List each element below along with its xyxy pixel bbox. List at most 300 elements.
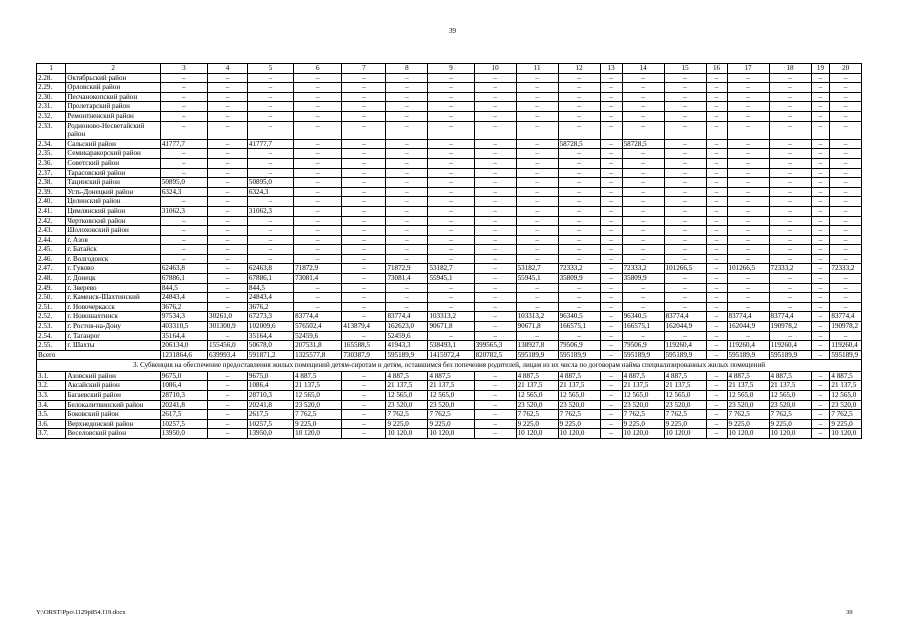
value-cell: 96340,5 (622, 312, 664, 322)
value-cell: – (294, 206, 342, 216)
value-cell: – (664, 302, 706, 312)
value-cell: – (208, 226, 248, 236)
value-cell: – (386, 206, 428, 216)
value-cell: – (706, 322, 727, 332)
table-body-section-2 (37, 73, 862, 360)
value-cell: – (769, 168, 811, 178)
value-cell: – (727, 102, 769, 112)
row-number: 3.6. (37, 419, 66, 429)
value-cell: – (811, 226, 830, 236)
value-cell: – (830, 293, 862, 303)
value-cell: 4 887,5 (622, 371, 664, 381)
table-row (37, 371, 862, 381)
value-cell: – (474, 302, 516, 312)
value-cell: – (474, 283, 516, 293)
value-cell: – (208, 381, 248, 391)
value-cell: – (727, 111, 769, 121)
value-cell: – (342, 381, 386, 391)
value-cell: – (830, 102, 862, 112)
district-name: Родионово-Несветайский район (66, 121, 160, 139)
value-cell: – (474, 149, 516, 159)
value-cell: – (558, 245, 600, 255)
value-cell: 50678,0 (247, 341, 293, 351)
value-cell: – (516, 121, 558, 139)
value-cell: 55945,1 (428, 274, 474, 284)
district-name: Песчанокопский район (66, 92, 160, 102)
value-cell: – (428, 168, 474, 178)
value-cell: – (706, 371, 727, 381)
value-cell: – (342, 168, 386, 178)
value-cell: – (664, 216, 706, 226)
value-cell: – (706, 121, 727, 139)
value-cell: – (428, 197, 474, 207)
value-cell: – (727, 245, 769, 255)
value-cell: – (600, 400, 622, 410)
value-cell: 96340,5 (558, 312, 600, 322)
value-cell: 83774,4 (294, 312, 342, 322)
value-cell: – (706, 254, 727, 264)
row-number: 3.5. (37, 410, 66, 420)
value-cell: 13950,0 (160, 429, 207, 439)
value-cell: – (208, 158, 248, 168)
value-cell: 21 137,5 (516, 381, 558, 391)
value-cell: 4 887,5 (727, 371, 769, 381)
value-cell: 9 225,0 (428, 419, 474, 429)
value-cell: – (428, 73, 474, 83)
row-number: 2.54. (37, 331, 66, 341)
value-cell: – (474, 216, 516, 226)
value-cell: – (830, 235, 862, 245)
value-cell: – (727, 226, 769, 236)
value-cell: – (208, 83, 248, 93)
table-row (37, 350, 862, 360)
value-cell: 52459,6 (386, 331, 428, 341)
value-cell: 12 565,0 (294, 391, 342, 401)
value-cell: – (600, 226, 622, 236)
row-number: 2.33. (37, 121, 66, 139)
value-cell: – (160, 73, 207, 83)
value-cell: 58728,5 (558, 139, 600, 149)
value-cell: – (294, 149, 342, 159)
value-cell: – (622, 293, 664, 303)
value-cell: – (664, 254, 706, 264)
value-cell: 101266,5 (664, 264, 706, 274)
value-cell: – (622, 235, 664, 245)
value-cell: 155456,0 (208, 341, 248, 351)
value-cell: – (516, 331, 558, 341)
value-cell: – (811, 322, 830, 332)
value-cell: – (208, 92, 248, 102)
row-number: 3.3. (37, 391, 66, 401)
column-number-header: 17 (727, 64, 769, 74)
table-row (37, 391, 862, 401)
district-name: Тацинский район (66, 178, 160, 188)
value-cell: – (706, 274, 727, 284)
value-cell: – (342, 274, 386, 284)
value-cell: 165588,5 (342, 341, 386, 351)
column-number-header: 20 (830, 64, 862, 74)
value-cell: – (830, 254, 862, 264)
value-cell: 23 520,0 (727, 400, 769, 410)
value-cell: – (474, 111, 516, 121)
value-cell: – (706, 139, 727, 149)
value-cell: – (386, 121, 428, 139)
value-cell: – (600, 419, 622, 429)
value-cell: – (769, 302, 811, 312)
value-cell: – (769, 178, 811, 188)
value-cell: 41777,7 (247, 139, 293, 149)
value-cell: – (474, 139, 516, 149)
value-cell: 12 565,0 (386, 391, 428, 401)
value-cell: – (342, 283, 386, 293)
value-cell: – (428, 92, 474, 102)
value-cell: – (294, 139, 342, 149)
value-cell: 21 137,5 (294, 381, 342, 391)
value-cell: – (474, 235, 516, 245)
value-cell: 9 225,0 (622, 419, 664, 429)
value-cell: – (600, 178, 622, 188)
row-number: 3.2. (37, 381, 66, 391)
value-cell: 4 887,5 (558, 371, 600, 381)
value-cell: – (600, 235, 622, 245)
district-name: г. Каменск-Шахтинский (66, 293, 160, 303)
value-cell: – (558, 206, 600, 216)
value-cell: 7 762,5 (428, 410, 474, 420)
value-cell: – (769, 226, 811, 236)
value-cell: – (600, 187, 622, 197)
value-cell: – (811, 400, 830, 410)
value-cell: – (769, 331, 811, 341)
value-cell: – (558, 158, 600, 168)
footer-file-path: Y:\ORST\Ppo\1129p854.f19.docx (36, 609, 126, 616)
value-cell: – (600, 341, 622, 351)
value-cell: – (208, 419, 248, 429)
value-cell: 844,5 (160, 283, 207, 293)
value-cell: – (600, 264, 622, 274)
value-cell: – (160, 226, 207, 236)
row-number: 2.31. (37, 102, 66, 112)
value-cell: – (516, 178, 558, 188)
value-cell: 7 762,5 (294, 410, 342, 420)
value-cell: – (160, 149, 207, 159)
value-cell: – (558, 293, 600, 303)
column-number-header: 12 (558, 64, 600, 74)
value-cell: – (830, 226, 862, 236)
value-cell: 21 137,5 (727, 381, 769, 391)
value-cell: – (342, 102, 386, 112)
value-cell: 41943,3 (386, 341, 428, 351)
value-cell: 12 565,0 (516, 391, 558, 401)
value-cell: – (664, 235, 706, 245)
value-cell: 162044,9 (664, 322, 706, 332)
value-cell: – (706, 410, 727, 420)
value-cell: – (558, 149, 600, 159)
value-cell: – (474, 331, 516, 341)
value-cell: – (706, 149, 727, 159)
value-cell: – (342, 419, 386, 429)
value-cell: 9 225,0 (769, 419, 811, 429)
value-cell: – (811, 111, 830, 121)
table-row (37, 331, 862, 341)
value-cell: – (342, 264, 386, 274)
value-cell: – (208, 102, 248, 112)
value-cell: – (516, 187, 558, 197)
value-cell: – (160, 83, 207, 93)
column-number-header: 5 (247, 64, 293, 74)
value-cell: – (706, 419, 727, 429)
value-cell: – (342, 312, 386, 322)
value-cell: – (622, 302, 664, 312)
value-cell: 119260,4 (830, 341, 862, 351)
column-number-header: 10 (474, 64, 516, 74)
value-cell: 24843,4 (247, 293, 293, 303)
total-label: Всего (37, 350, 161, 360)
table-row (37, 419, 862, 429)
value-cell: – (600, 206, 622, 216)
value-cell: – (428, 331, 474, 341)
table-row (37, 400, 862, 410)
value-cell: – (386, 254, 428, 264)
value-cell: – (811, 410, 830, 420)
value-cell: 7 762,5 (727, 410, 769, 420)
column-number-header: 11 (516, 64, 558, 74)
value-cell: – (811, 254, 830, 264)
value-cell: – (208, 111, 248, 121)
value-cell: 10 120,0 (622, 429, 664, 439)
value-cell: – (474, 206, 516, 216)
value-cell: – (830, 168, 862, 178)
value-cell: 7 762,5 (664, 410, 706, 420)
value-cell: – (208, 264, 248, 274)
value-cell: – (664, 168, 706, 178)
value-cell: – (342, 226, 386, 236)
value-cell: 1231864,6 (160, 350, 207, 360)
value-cell: 190978,2 (769, 322, 811, 332)
value-cell: 35164,4 (160, 331, 207, 341)
value-cell: – (208, 293, 248, 303)
district-name: Пролетарский район (66, 102, 160, 112)
value-cell: – (342, 206, 386, 216)
value-cell: – (830, 274, 862, 284)
value-cell: – (516, 83, 558, 93)
district-name: г. Зверево (66, 283, 160, 293)
value-cell: 119260,4 (727, 341, 769, 351)
value-cell: 595189,9 (516, 350, 558, 360)
table-row (37, 264, 862, 274)
value-cell: – (600, 158, 622, 168)
value-cell: 10 120,0 (428, 429, 474, 439)
column-number-row (37, 64, 862, 74)
value-cell: – (160, 92, 207, 102)
value-cell: – (294, 111, 342, 121)
table-row (37, 302, 862, 312)
column-number-header: 1 (37, 64, 66, 74)
value-cell: – (706, 73, 727, 83)
table-row (37, 283, 862, 293)
value-cell: 3676,2 (160, 302, 207, 312)
value-cell: 7 762,5 (622, 410, 664, 420)
value-cell: – (600, 102, 622, 112)
value-cell: – (386, 302, 428, 312)
value-cell: – (208, 391, 248, 401)
column-number-header: 2 (66, 64, 160, 74)
value-cell: – (664, 206, 706, 216)
value-cell: – (247, 73, 293, 83)
value-cell: 24843,4 (160, 293, 207, 303)
value-cell: 12 565,0 (428, 391, 474, 401)
value-cell: 7 762,5 (558, 410, 600, 420)
value-cell: 9 225,0 (727, 419, 769, 429)
value-cell: – (664, 139, 706, 149)
value-cell: – (474, 73, 516, 83)
value-cell: – (160, 254, 207, 264)
value-cell: 67886,1 (160, 274, 207, 284)
value-cell: – (428, 139, 474, 149)
district-name: Азовский район (66, 371, 160, 381)
value-cell: 166575,1 (558, 322, 600, 332)
value-cell: – (516, 168, 558, 178)
value-cell: 12 565,0 (769, 391, 811, 401)
value-cell: – (342, 158, 386, 168)
value-cell: – (247, 216, 293, 226)
value-cell: – (811, 302, 830, 312)
value-cell: 4 887,5 (769, 371, 811, 381)
value-cell: – (769, 254, 811, 264)
value-cell: 12 565,0 (558, 391, 600, 401)
value-cell: – (727, 206, 769, 216)
value-cell: – (727, 139, 769, 149)
table-row (37, 254, 862, 264)
value-cell: – (342, 331, 386, 341)
value-cell: 7 762,5 (830, 410, 862, 420)
value-cell: 4 887,5 (830, 371, 862, 381)
value-cell: – (706, 400, 727, 410)
value-cell: – (558, 92, 600, 102)
value-cell: 53182,7 (428, 264, 474, 274)
value-cell: – (516, 197, 558, 207)
value-cell: 207531,8 (294, 341, 342, 351)
value-cell: 595189,9 (386, 350, 428, 360)
value-cell: – (706, 111, 727, 121)
row-number: 2.49. (37, 283, 66, 293)
value-cell: – (706, 245, 727, 255)
value-cell: – (706, 83, 727, 93)
value-cell: 50895,0 (160, 178, 207, 188)
value-cell: – (208, 197, 248, 207)
value-cell: – (622, 226, 664, 236)
value-cell: – (294, 102, 342, 112)
value-cell: – (706, 102, 727, 112)
value-cell: 90671,8 (428, 322, 474, 332)
value-cell: 21 137,5 (558, 381, 600, 391)
value-cell: – (474, 400, 516, 410)
value-cell: – (811, 158, 830, 168)
subsidy-table (36, 63, 862, 439)
value-cell: – (386, 178, 428, 188)
table-row (37, 111, 862, 121)
value-cell: – (600, 121, 622, 139)
value-cell: 71872,9 (294, 264, 342, 274)
value-cell: 730387,9 (342, 350, 386, 360)
value-cell: 31062,3 (160, 206, 207, 216)
value-cell: 103313,2 (428, 312, 474, 322)
value-cell: – (428, 83, 474, 93)
value-cell: – (769, 73, 811, 83)
value-cell: 9675,0 (247, 371, 293, 381)
district-name: Сальский район (66, 139, 160, 149)
value-cell: 413879,4 (342, 322, 386, 332)
value-cell: – (294, 216, 342, 226)
value-cell: – (558, 216, 600, 226)
value-cell: – (706, 391, 727, 401)
value-cell: – (342, 410, 386, 420)
value-cell: 23 520,0 (830, 400, 862, 410)
value-cell: – (386, 111, 428, 121)
row-number: 2.45. (37, 245, 66, 255)
value-cell: – (727, 178, 769, 188)
value-cell: 23 520,0 (294, 400, 342, 410)
value-cell: – (769, 187, 811, 197)
row-number: 2.41. (37, 206, 66, 216)
row-number: 2.28. (37, 73, 66, 83)
row-number: 2.37. (37, 168, 66, 178)
value-cell: – (247, 149, 293, 159)
value-cell: – (600, 350, 622, 360)
value-cell: – (727, 302, 769, 312)
district-name: Шолоховский район (66, 226, 160, 236)
value-cell: – (428, 235, 474, 245)
value-cell: – (811, 92, 830, 102)
value-cell: – (600, 322, 622, 332)
value-cell: – (247, 102, 293, 112)
value-cell: 102009,6 (247, 322, 293, 332)
value-cell: 101266,5 (727, 264, 769, 274)
table-row (37, 168, 862, 178)
value-cell: – (811, 350, 830, 360)
district-name: г. Батайск (66, 245, 160, 255)
value-cell: – (208, 139, 248, 149)
district-name: Орловский район (66, 83, 160, 93)
value-cell: – (342, 73, 386, 83)
value-cell: – (474, 322, 516, 332)
value-cell: 23 520,0 (622, 400, 664, 410)
value-cell: 190978,2 (830, 322, 862, 332)
value-cell: – (294, 178, 342, 188)
value-cell: – (558, 102, 600, 112)
value-cell: 301300,9 (208, 322, 248, 332)
value-cell: 119260,4 (664, 341, 706, 351)
value-cell: – (294, 158, 342, 168)
value-cell: – (769, 111, 811, 121)
value-cell: – (294, 73, 342, 83)
value-cell: – (247, 168, 293, 178)
value-cell: – (769, 283, 811, 293)
value-cell: – (386, 158, 428, 168)
value-cell: – (386, 283, 428, 293)
value-cell: – (386, 216, 428, 226)
value-cell: 83774,4 (830, 312, 862, 322)
value-cell: 1325577,8 (294, 350, 342, 360)
value-cell: 9 225,0 (558, 419, 600, 429)
row-number: 2.32. (37, 111, 66, 121)
value-cell: 162623,0 (386, 322, 428, 332)
value-cell: – (727, 235, 769, 245)
value-cell: – (706, 341, 727, 351)
value-cell: – (664, 293, 706, 303)
table-row (37, 235, 862, 245)
value-cell: – (558, 254, 600, 264)
value-cell: – (830, 331, 862, 341)
